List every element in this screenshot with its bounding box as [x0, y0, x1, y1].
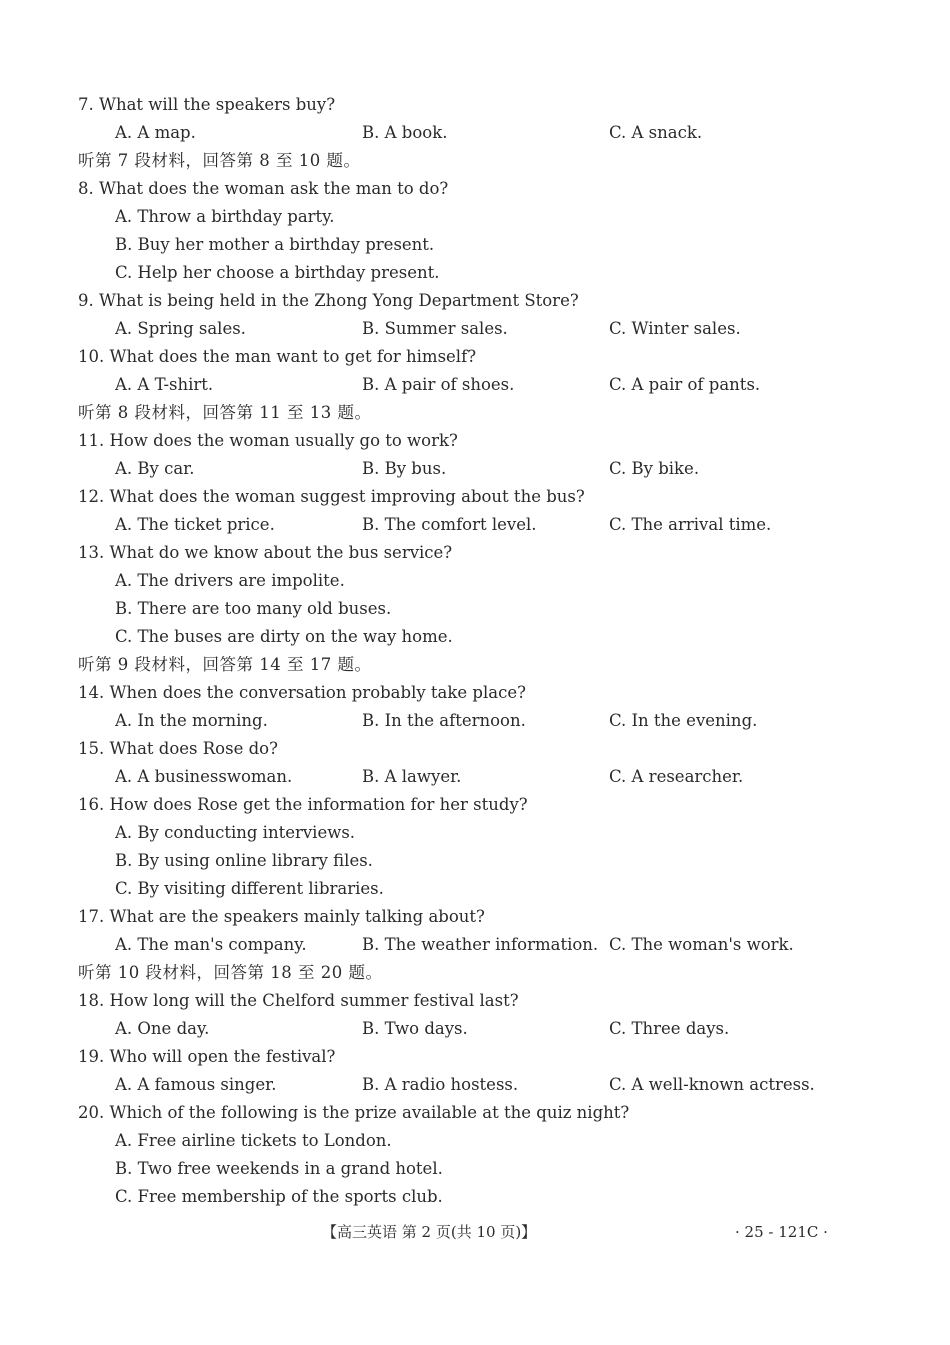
option-row: [0, 455, 950, 483]
option-row: [0, 707, 950, 735]
question-stem: 8. What does the woman ask the man to do?: [78, 179, 449, 198]
answer-option: C. A snack.: [609, 123, 703, 142]
answer-option: B. A radio hostess.: [362, 1075, 519, 1094]
answer-option: B. Buy her mother a birthday present.: [115, 235, 435, 254]
question-stem: 12. What does the woman suggest improving about the bus?: [78, 487, 585, 506]
answer-option: A. The ticket price.: [115, 515, 275, 534]
answer-option: A. One day.: [115, 1019, 210, 1038]
answer-option: B. There are too many old buses.: [115, 599, 392, 618]
answer-option: A. By conducting interviews.: [115, 823, 356, 842]
section-instruction: 听第 10 段材料，回答第 18 至 20 题。: [78, 963, 383, 982]
answer-option: A. Throw a birthday party.: [115, 207, 335, 226]
option-row: [0, 511, 950, 539]
question-stem: 9. What is being held in the Zhong Yong Department Store?: [78, 291, 579, 310]
answer-option: C. Free membership of the sports club.: [115, 1187, 443, 1206]
answer-option: A. By car.: [115, 459, 195, 478]
answer-option: C. By visiting different libraries.: [115, 879, 384, 898]
option-row: [0, 371, 950, 399]
option-row: [0, 119, 950, 147]
answer-option: A. A famous singer.: [115, 1075, 277, 1094]
answer-option: A. The drivers are impolite.: [115, 571, 345, 590]
option-row: [0, 1015, 950, 1043]
answer-option: C. A pair of pants.: [609, 375, 761, 394]
answer-option: C. By bike.: [609, 459, 700, 478]
answer-option: B. Two days.: [362, 1019, 468, 1038]
answer-option: A. Spring sales.: [115, 319, 246, 338]
question-stem: 10. What does the man want to get for himself?: [78, 347, 477, 366]
question-stem: 13. What do we know about the bus service?: [78, 543, 453, 562]
answer-option: A. A T-shirt.: [115, 375, 214, 394]
answer-option: C. Help her choose a birthday present.: [115, 263, 440, 282]
option-row: [0, 1071, 950, 1099]
question-stem: 19. Who will open the festival?: [78, 1047, 336, 1066]
question-stem: 17. What are the speakers mainly talking about?: [78, 907, 485, 926]
section-instruction: 听第 9 段材料，回答第 14 至 17 题。: [78, 655, 372, 674]
question-stem: 14. When does the conversation probably take place?: [78, 683, 526, 702]
page-footer-code: · 25 - 121C ·: [735, 1223, 828, 1241]
answer-option: B. The weather information.: [362, 935, 599, 954]
answer-option: B. Summer sales.: [362, 319, 508, 338]
question-stem: 7. What will the speakers buy?: [78, 95, 336, 114]
answer-option: B. A pair of shoes.: [362, 375, 515, 394]
answer-option: B. A lawyer.: [362, 767, 462, 786]
answer-option: C. A well-known actress.: [609, 1075, 815, 1094]
option-row: [0, 315, 950, 343]
answer-option: A. In the morning.: [115, 711, 268, 730]
question-stem: 15. What does Rose do?: [78, 739, 278, 758]
answer-option: C. The buses are dirty on the way home.: [115, 627, 453, 646]
answer-option: B. By bus.: [362, 459, 447, 478]
answer-option: C. In the evening.: [609, 711, 758, 730]
answer-option: C. A researcher.: [609, 767, 744, 786]
answer-option: B. Two free weekends in a grand hotel.: [115, 1159, 443, 1178]
section-instruction: 听第 8 段材料，回答第 11 至 13 题。: [78, 403, 372, 422]
answer-option: C. Winter sales.: [609, 319, 741, 338]
answer-option: C. The woman's work.: [609, 935, 794, 954]
answer-option: A. Free airline tickets to London.: [115, 1131, 392, 1150]
question-stem: 11. How does the woman usually go to work?: [78, 431, 458, 450]
answer-option: B. The comfort level.: [362, 515, 537, 534]
option-row: [0, 763, 950, 791]
answer-option: B. A book.: [362, 123, 448, 142]
answer-option: A. A businesswoman.: [115, 767, 293, 786]
answer-option: C. Three days.: [609, 1019, 730, 1038]
question-stem: 16. How does Rose get the information for her study?: [78, 795, 528, 814]
answer-option: C. The arrival time.: [609, 515, 772, 534]
page-footer-label: 【高三英语 第 2 页(共 10 页)】: [322, 1223, 537, 1241]
answer-option: B. In the afternoon.: [362, 711, 526, 730]
question-stem: 20. Which of the following is the prize available at the quiz night?: [78, 1103, 630, 1122]
answer-option: A. A map.: [115, 123, 196, 142]
option-row: [0, 931, 950, 959]
question-stem: 18. How long will the Chelford summer festival last?: [78, 991, 519, 1010]
answer-option: A. The man's company.: [115, 935, 307, 954]
section-instruction: 听第 7 段材料，回答第 8 至 10 题。: [78, 151, 361, 170]
answer-option: B. By using online library files.: [115, 851, 373, 870]
